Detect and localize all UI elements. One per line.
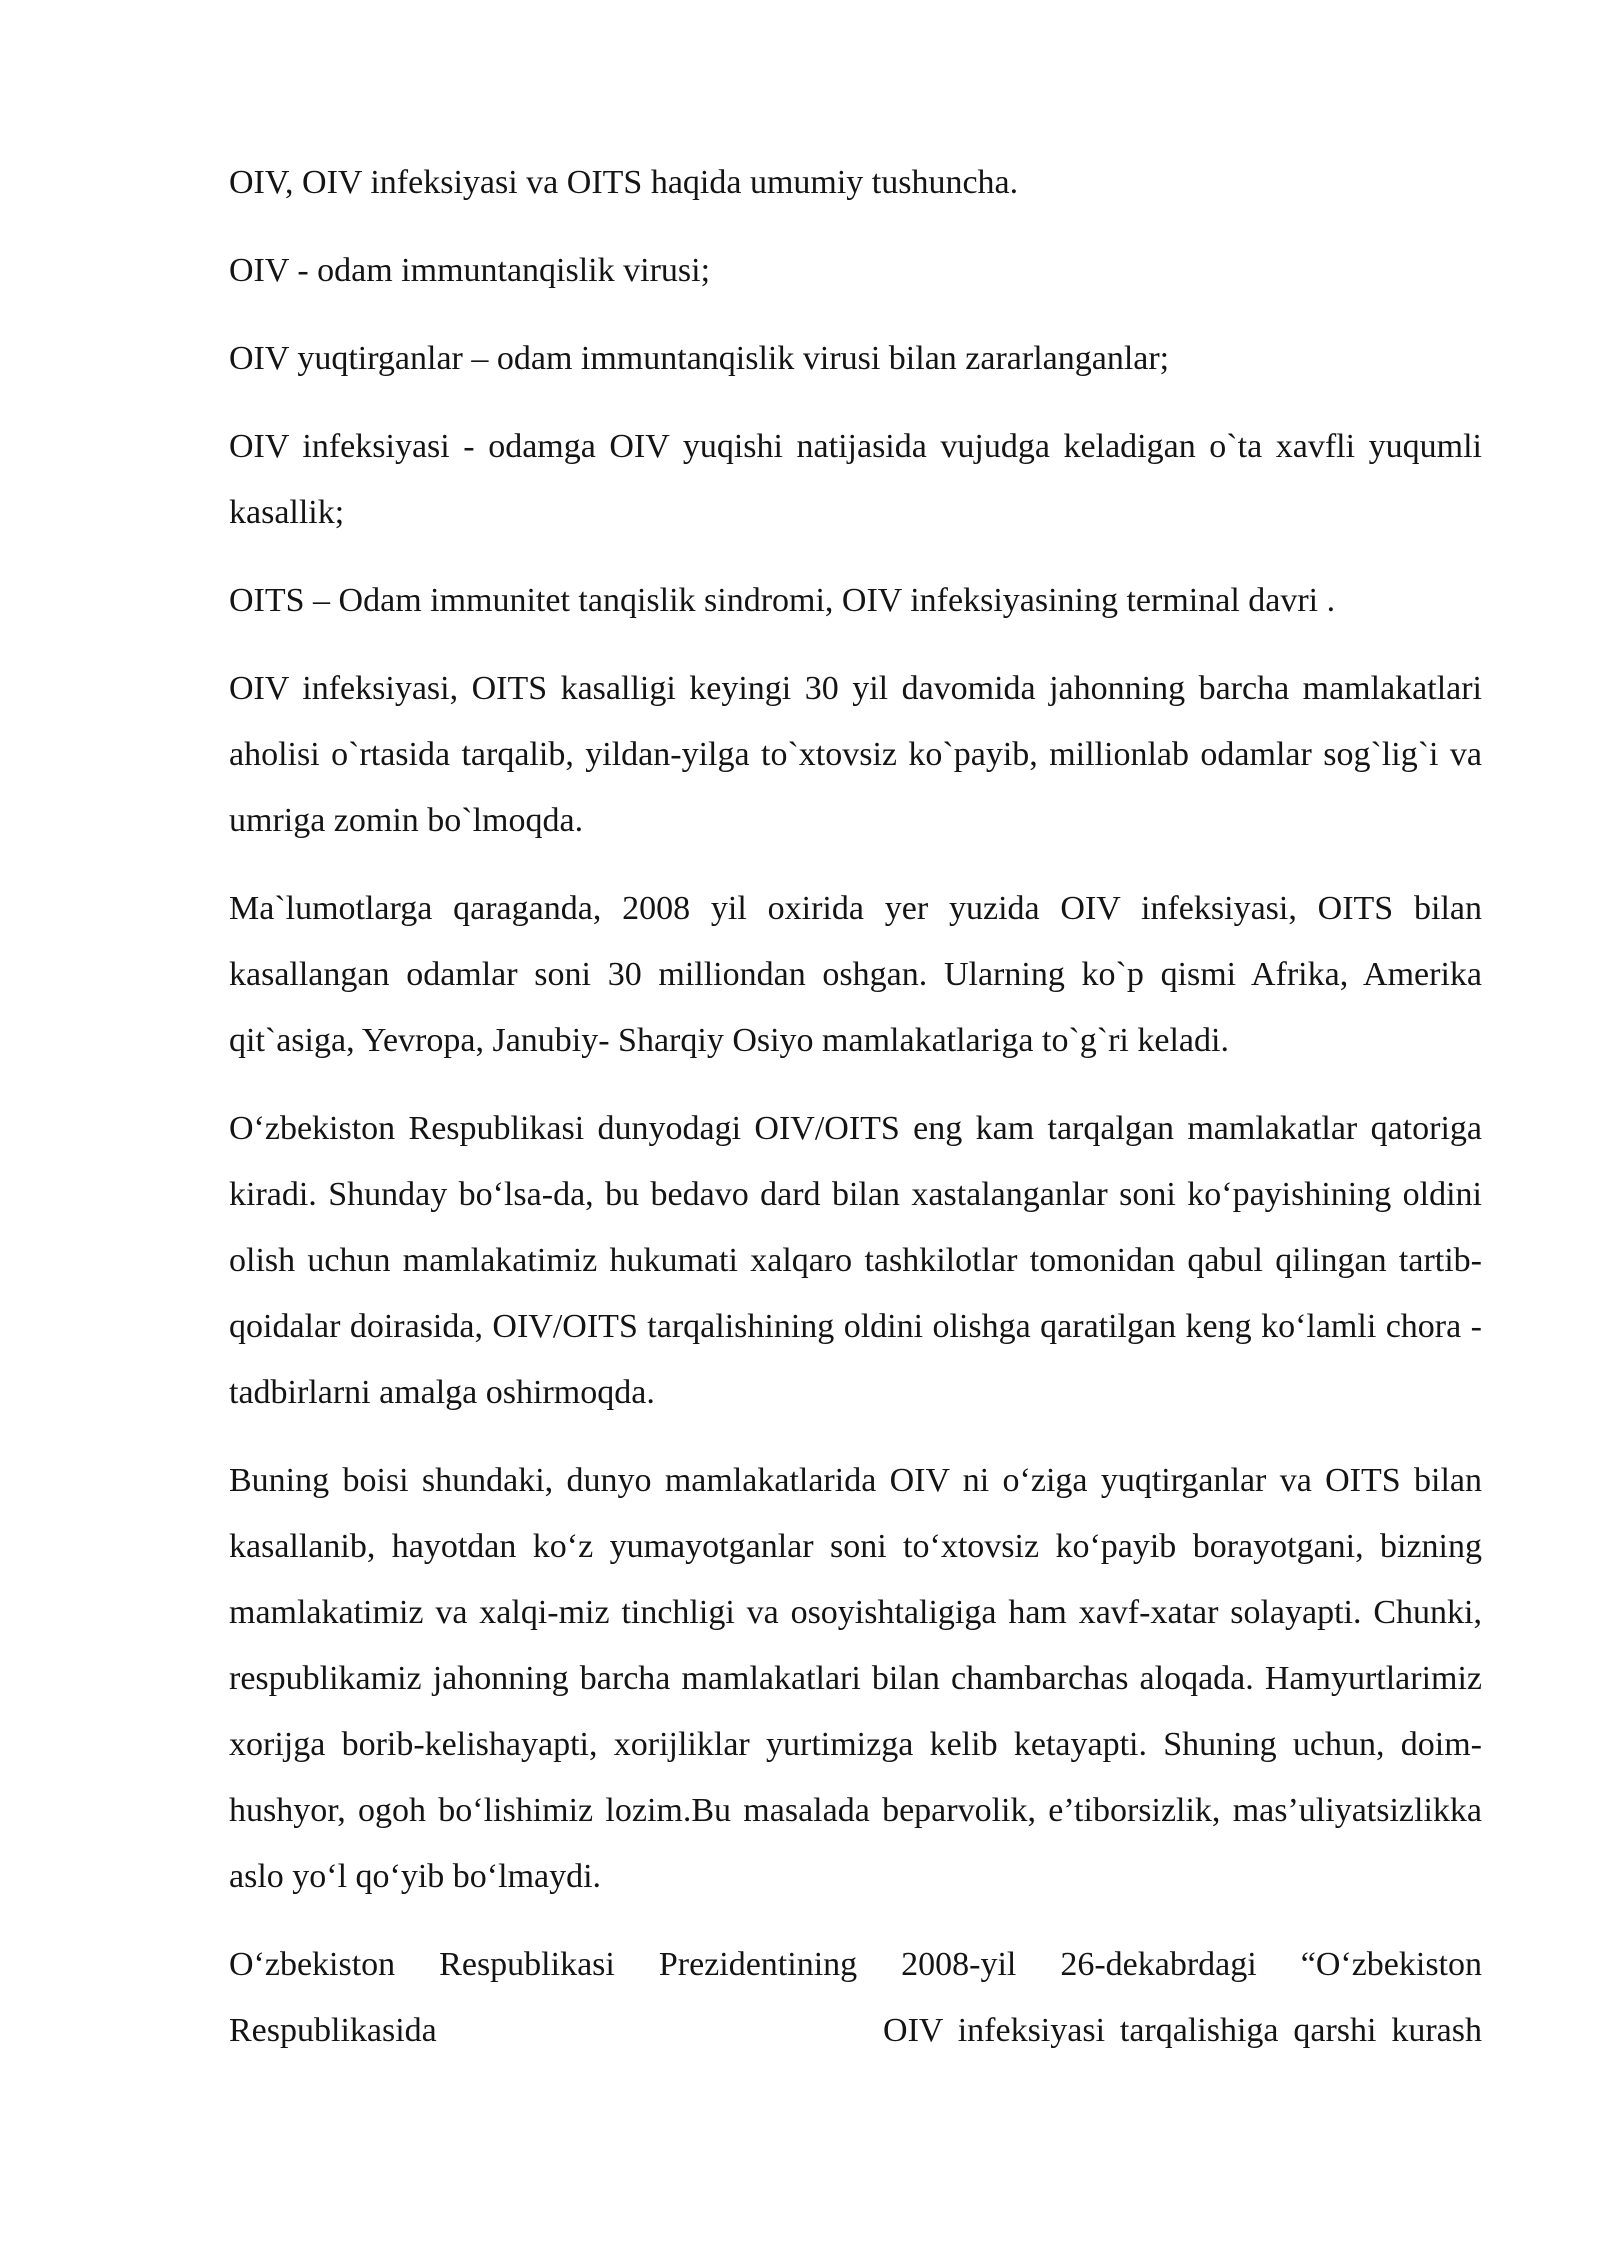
decree-line-2: Respublikasida OIV infeksiyasi tarqalishiga qarshi kurash <box>229 2012 1482 2049</box>
definition-oiv-yuqtirganlar: OIV yuqtirganlar – odam immuntanqislik virusi bilan zararlanganlar; <box>229 340 1170 377</box>
heading-paragraph: OIV, OIV infeksiyasi va OITS haqida umumiy tushuncha. <box>229 164 1019 201</box>
decree-line-1: O‘zbekiston Respublikasi Prezidentining 2008-yil 26-dekabrdagi “O‘zbekiston <box>229 1946 1482 1983</box>
definition-oits: OITS – Odam immunitet tanqislik sindromi, OIV infeksiyasining terminal davri . <box>229 582 1336 619</box>
paragraph-decree <box>229 1932 1482 2064</box>
document-body <box>229 150 1482 2064</box>
definition-oiv-infeksiyasi: OIV infeksiyasi - odamga OIV yuqishi natijasida vujudga keladigan o`ta xavfli yuqumli kasallik; <box>229 428 1482 531</box>
paragraph-uzbekistan: O‘zbekiston Respublikasi dunyodagi OIV/OITS eng kam tarqalgan mamlakatlar qatoriga kiradi. Shunday bo‘lsa-da, bu bedavo dard bilan xastalanganlar soni ko‘payishining oldini olish uchun mamlakatimiz hukumati xalqaro tashkilotlar tomonidan qabul qilingan tartib-qoidalar doirasida, OIV/OITS tarqalishining oldini olishga qaratilgan keng ko‘lamli chora - tadbirlarni amalga oshirmoqda. <box>229 1110 1482 1411</box>
definition-oiv: OIV - odam immuntanqislik virusi; <box>229 252 711 289</box>
paragraph-statistics: Ma`lumotlarga qaraganda, 2008 yil oxirida yer yuzida OIV infeksiyasi, OITS bilan kasallangan odamlar soni 30 milliondan oshgan. Ularning ko`p qismi Afrika, Amerika qit`asiga, Yevropa, Janubiy- Sharqiy Osiyo mamlakatlariga to`g`ri keladi. <box>229 890 1482 1059</box>
paragraph-spread: OIV infeksiyasi, OITS kasalligi keyingi 30 yil davomida jahonning barcha mamlakatlari aholisi o`rtasida tarqalib, yildan-yilga to`xtovsiz ko`payib, millionlab odamlar sog`lig`i va umriga zomin bo`lmoqda. <box>229 670 1482 839</box>
paragraph-reason: Buning boisi shundaki, dunyo mamlakatlarida OIV ni o‘ziga yuqtirganlar va OITS bilan kasallanib, hayotdan ko‘z yumayotganlar soni to‘xtovsiz ko‘payib borayotgani, bizning mamlakatimiz va xalqi-miz tinchligi va osoyishtaligiga ham xavf-xatar solayapti. Chunki, respublikamiz jahonning barcha mamlakatlari bilan chambarchas aloqada. Hamyurtlarimiz xorijga borib-kelishayapti, xorijliklar yurtimizga kelib ketayapti. Shuning uchun, doim-hushyor, ogoh bo‘lishimiz lozim.Bu masalada beparvolik, e’tiborsizlik, mas’uliyatsizlikka aslo yo‘l qo‘yib bo‘lmaydi. <box>229 1462 1482 1895</box>
